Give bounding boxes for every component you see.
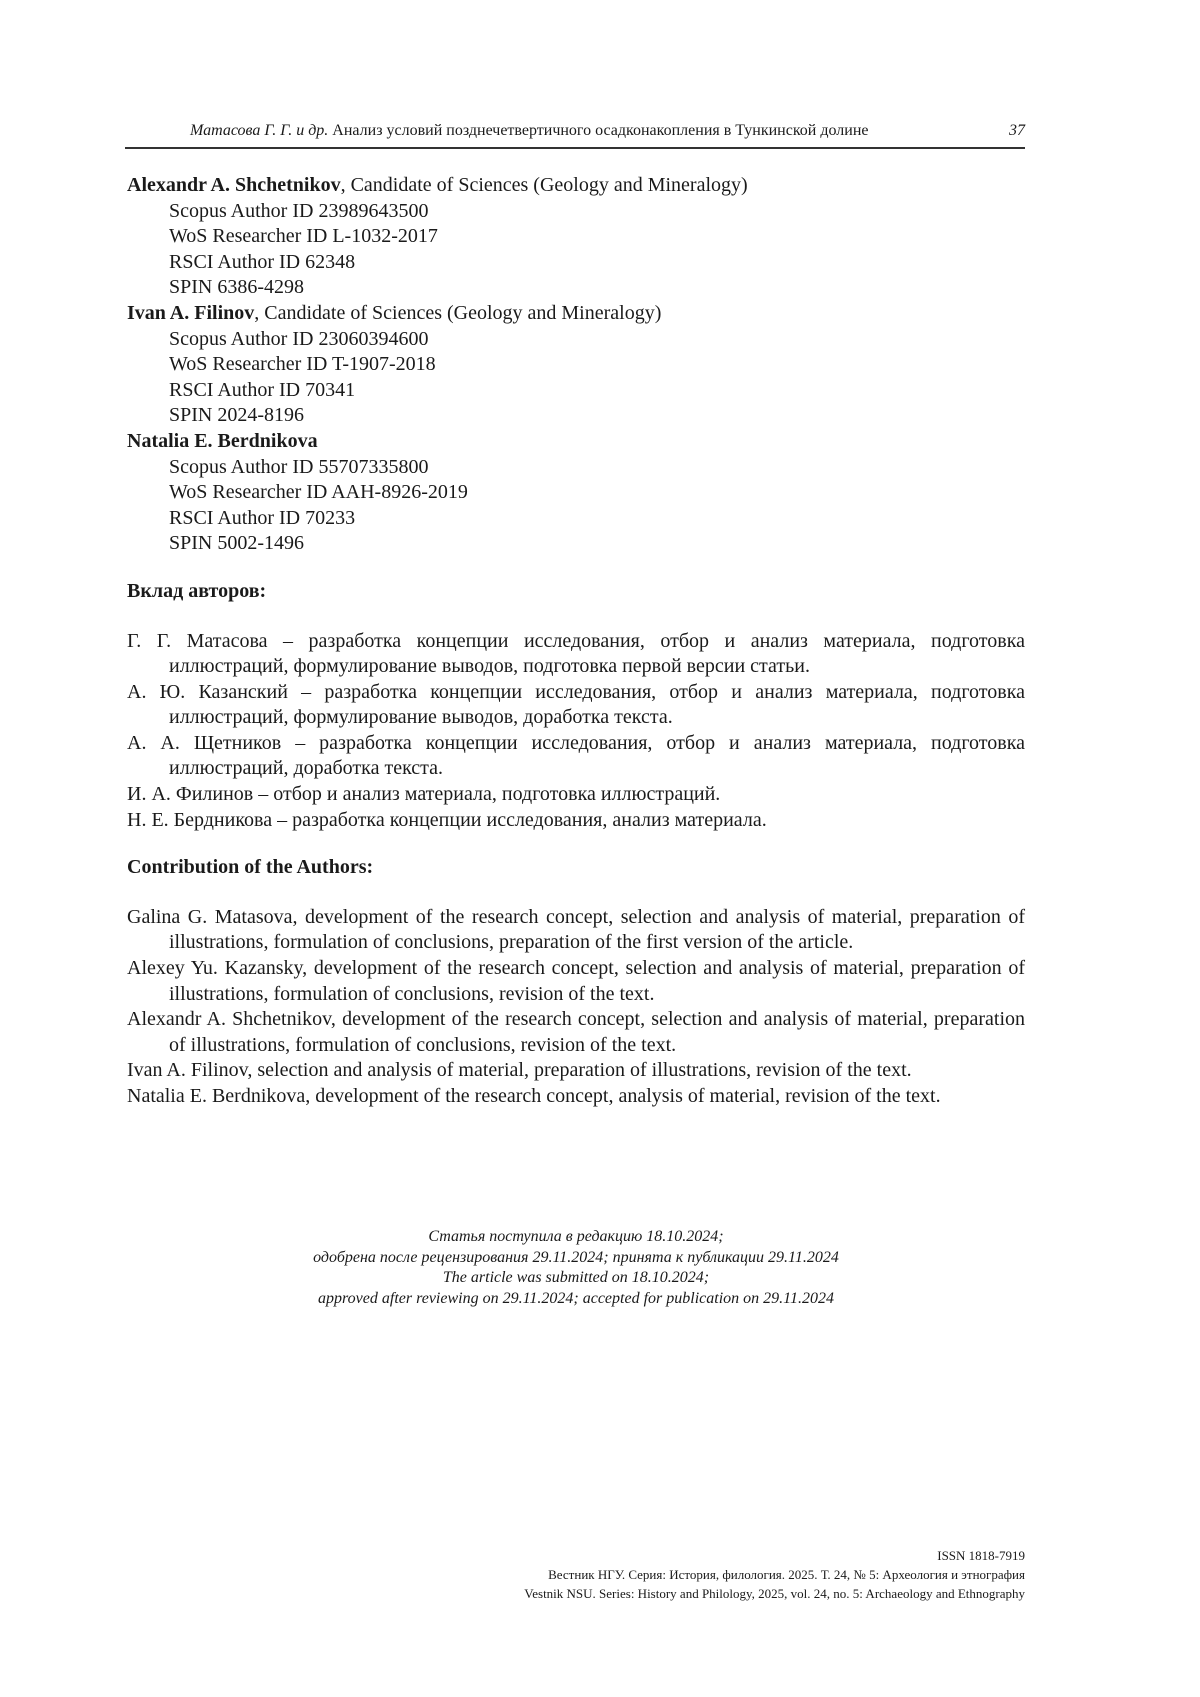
contrib-en-item: Galina G. Matasova, development of the research concept, selection and analysis of material, preparation of illustrations, formulation of conclusions, preparation of the first version of the article. — [127, 905, 1025, 956]
contrib-en-item: Alexey Yu. Kazansky, development of the research concept, selection and analysis of material, preparation of illustrations, formulation of conclusions, revision of the text. — [127, 956, 1025, 1007]
contrib-en-item: Natalia E. Berdnikova, development of the research concept, analysis of material, revision of the text. — [127, 1084, 1025, 1110]
contrib-ru-item: А. Ю. Казанский – разработка концепции исследования, отбор и анализ материала, подготовка иллюстраций, формулирование выводов, доработка текста. — [127, 680, 1025, 731]
author-name: Alexandr A. Shchetnikov — [127, 174, 341, 196]
author-id: SPIN 6386-4298 — [127, 275, 1025, 301]
author-degree: , Candidate of Sciences (Geology and Mineralogy) — [254, 302, 661, 324]
running-header — [125, 122, 1025, 149]
contrib-en-item: Ivan A. Filinov, selection and analysis of material, preparation of illustrations, revision of the text. — [127, 1058, 1025, 1084]
page-body — [127, 173, 1025, 1110]
contrib-en-list — [127, 905, 1025, 1110]
author-id: RSCI Author ID 62348 — [127, 250, 1025, 276]
contrib-ru-item: Н. Е. Бердникова – разработка концепции исследования, анализ материала. — [127, 808, 1025, 834]
author-degree: , Candidate of Sciences (Geology and Mineralogy) — [341, 174, 748, 196]
journal-name-en: Vestnik NSU. Series: History and Philology, 2025, vol. 24, no. 5: Archaeology and Ethnography — [524, 1584, 1025, 1603]
header-article-title: Анализ условий позднечетвертичного осадконакопления в Тункинской долине — [332, 122, 868, 139]
contrib-ru-heading: Вклад авторов: — [127, 579, 1025, 605]
contrib-ru-list — [127, 629, 1025, 834]
author-id: WoS Researcher ID L-1032-2017 — [127, 224, 1025, 250]
submission-dates — [127, 1227, 1025, 1309]
received-line: одобрена после рецензирования 29.11.2024; принята к публикации 29.11.2024 — [127, 1248, 1025, 1269]
author-heading — [127, 301, 1025, 327]
author-block — [127, 301, 1025, 429]
contrib-en-heading: Contribution of the Authors: — [127, 855, 1025, 881]
author-name: Natalia E. Berdnikova — [127, 430, 318, 452]
author-id: Scopus Author ID 55707335800 — [127, 455, 1025, 481]
received-line: approved after reviewing on 29.11.2024; accepted for publication on 29.11.2024 — [127, 1289, 1025, 1310]
author-name: Ivan A. Filinov — [127, 302, 254, 324]
author-id: WoS Researcher ID AAH-8926-2019 — [127, 480, 1025, 506]
author-block — [127, 173, 1025, 301]
author-heading — [127, 173, 1025, 199]
author-heading — [127, 429, 1025, 455]
author-id: WoS Researcher ID T-1907-2018 — [127, 352, 1025, 378]
journal-name-ru: Вестник НГУ. Серия: История, филология. 2025. Т. 24, № 5: Археология и этнография — [524, 1565, 1025, 1584]
journal-footer — [524, 1546, 1025, 1603]
author-id: SPIN 2024-8196 — [127, 403, 1025, 429]
author-id: SPIN 5002-1496 — [127, 531, 1025, 557]
received-line: The article was submitted on 18.10.2024; — [127, 1268, 1025, 1289]
author-id: RSCI Author ID 70341 — [127, 378, 1025, 404]
author-id: Scopus Author ID 23060394600 — [127, 327, 1025, 353]
received-line: Статья поступила в редакцию 18.10.2024; — [127, 1227, 1025, 1248]
author-id: RSCI Author ID 70233 — [127, 506, 1025, 532]
issn: ISSN 1818-7919 — [524, 1546, 1025, 1565]
header-authors: Матасова Г. Г. и др. — [190, 122, 328, 139]
running-header-title — [190, 122, 869, 140]
contrib-ru-item: И. А. Филинов – отбор и анализ материала, подготовка иллюстраций. — [127, 782, 1025, 808]
author-id: Scopus Author ID 23989643500 — [127, 199, 1025, 225]
author-block — [127, 429, 1025, 557]
page-number: 37 — [1009, 122, 1025, 140]
contrib-ru-item: А. А. Щетников – разработка концепции исследования, отбор и анализ материала, подготовка иллюстраций, доработка текста. — [127, 731, 1025, 782]
contrib-ru-item: Г. Г. Матасова – разработка концепции исследования, отбор и анализ материала, подготовка иллюстраций, формулирование выводов, подготовка первой версии статьи. — [127, 629, 1025, 680]
contrib-en-item: Alexandr A. Shchetnikov, development of the research concept, selection and analysis of material, preparation of illustrations, formulation of conclusions, revision of the text. — [127, 1007, 1025, 1058]
